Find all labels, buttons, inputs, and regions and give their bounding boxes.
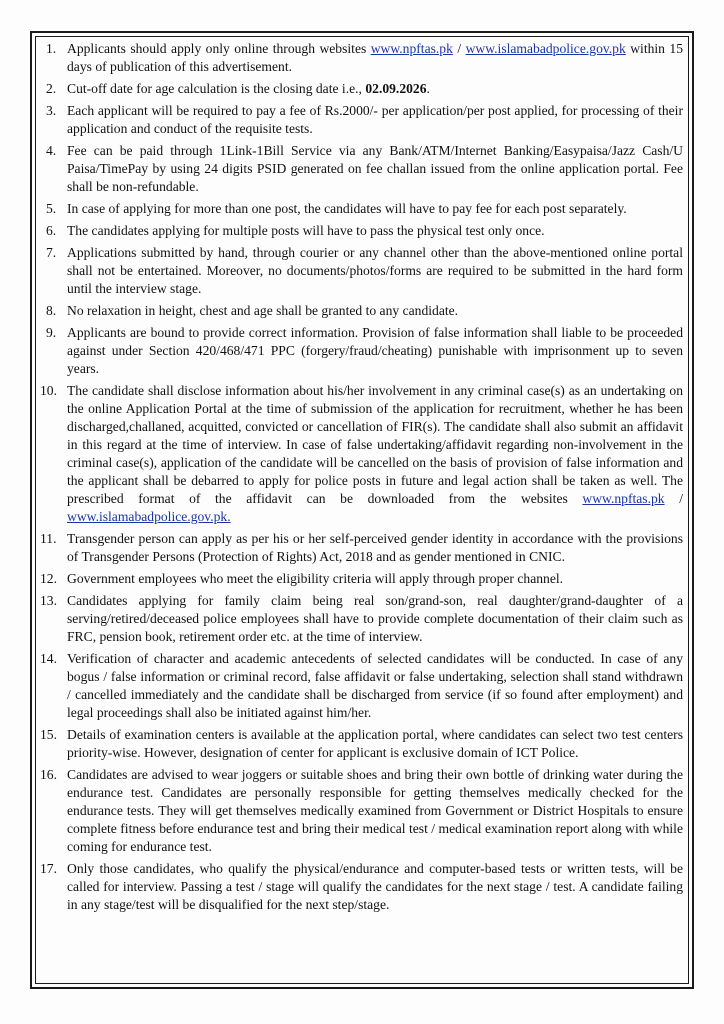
item-text: [67, 245, 683, 296]
item-number: 2.: [46, 81, 57, 96]
website-link[interactable]: www.npftas.pk: [582, 491, 665, 506]
instruction-item-5: [40, 200, 683, 218]
item-text: [67, 201, 627, 216]
text-segment: Only those candidates, who qualify the physical/endurance and computer-based tests or written tests, will be called for interview. Passing a test / stage will qualify the candidates for the next stage / test. A candidate failing in any stage/test will be disqualified for the next step/stage.: [67, 861, 683, 912]
instruction-item-7: [40, 244, 683, 298]
item-text: [67, 325, 683, 376]
item-number: 4.: [46, 143, 57, 158]
item-number: 9.: [46, 325, 57, 340]
text-segment: within 15 days of publication of this advertisement.: [67, 41, 684, 74]
website-link[interactable]: www.islamabadpolice.gov.pk: [465, 41, 626, 56]
item-text: [67, 41, 683, 74]
instruction-item-8: [40, 302, 683, 320]
item-number: 1.: [46, 41, 57, 56]
text-segment: Cut-off date for age calculation is the closing date i.e.,: [67, 81, 366, 96]
item-text: [67, 727, 683, 760]
item-number: 13.: [40, 593, 57, 608]
instruction-item-12: [40, 570, 683, 588]
instruction-item-11: [40, 530, 683, 566]
text-segment: Each applicant will be required to pay a fee of Rs.2000/- per application/per post applied, for processing of their application and conduct of the requisite tests.: [67, 103, 683, 136]
item-text: [67, 383, 683, 524]
text-segment: Government employees who meet the eligibility criteria will apply through proper channel.: [67, 571, 564, 586]
text-segment: Applicants are bound to provide correct information. Provision of false information shall liable to be proceeded against under Section 420/468/471 PPC (forgery/fraud/cheating) punishable with imprisonment up to seven years.: [67, 325, 683, 376]
text-segment: Fee can be paid through 1Link-1Bill Service via any Bank/ATM/Internet Banking/Easypaisa/Jazz Cash/U Paisa/TimePay by using 24 digits PSID generated on fee challan issued from the online application portal. Fee shall be non-refundable.: [67, 143, 683, 194]
instructions-list: [40, 40, 683, 914]
item-number: 15.: [40, 727, 57, 742]
item-number: 11.: [40, 531, 57, 546]
instruction-item-13: [40, 592, 683, 646]
item-text: [67, 767, 683, 854]
item-text: [67, 651, 683, 720]
item-text: [67, 81, 430, 96]
item-text: [67, 223, 545, 238]
item-number: 3.: [46, 103, 57, 118]
instruction-item-10: [40, 382, 683, 526]
text-segment: No relaxation in height, chest and age shall be granted to any candidate.: [67, 303, 459, 318]
instruction-item-9: [40, 324, 683, 378]
item-text: [67, 861, 683, 912]
closing-date: 02.09.2026: [365, 81, 427, 96]
item-text: [67, 531, 683, 564]
item-number: 10.: [40, 383, 57, 398]
instruction-item-3: [40, 102, 683, 138]
item-number: 8.: [46, 303, 57, 318]
text-segment: Candidates applying for family claim being real son/grand-son, real daughter/grand-daughter of a serving/retired/deceased police employees shall have to provide complete documentation of their claim such as FRC, pension book, retirement order etc. at the time of interview.: [67, 593, 683, 644]
instruction-item-1: [40, 40, 683, 76]
text-segment: Applications submitted by hand, through courier or any channel other than the above-mentioned online portal shall not be entertained. Moreover, no documents/photos/forms are required to be submitted in the hard form until the interview stage.: [67, 245, 683, 296]
item-text: [67, 593, 683, 644]
text-segment: Transgender person can apply as per his or her self-perceived gender identity in accordance with the provisions of Transgender Persons (Protection of Rights) Act, 2018 and as gender mentioned in CNIC.: [67, 531, 683, 564]
text-segment: /: [664, 491, 683, 506]
item-number: 6.: [46, 223, 57, 238]
instructions-content: [40, 40, 683, 918]
website-link[interactable]: www.islamabadpolice.gov.pk.: [67, 509, 231, 524]
item-text: [67, 571, 563, 586]
item-text: [67, 143, 683, 194]
text-segment: /: [452, 41, 466, 56]
instruction-item-17: [40, 860, 683, 914]
item-number: 5.: [46, 201, 57, 216]
text-segment: Candidates are advised to wear joggers or suitable shoes and bring their own bottle of drinking water during the endurance test. Candidates are personally responsible for getting themselves medically checked for the endurance tests. They will get themselves medically examined from Government or District Hospitals to ensure complete fitness before endurance test and bring their medical test / medical examination report along with while coming for endurance test.: [67, 767, 683, 854]
text-segment: In case of applying for more than one post, the candidates will have to pay fee for each post separately.: [67, 201, 627, 216]
text-segment: Details of examination centers is available at the application portal, where candidates can select two test centers priority-wise. However, designation of center for applicant is exclusive domain of ICT Police.: [67, 727, 683, 760]
text-segment: Verification of character and academic antecedents of selected candidates will be conducted. In case of any bogus / false information or criminal record, false affidavit or false undertaking, selection shall stand withdrawn / cancelled immediately and the candidate shall be discharged from service (if so found after employment) and legal proceedings shall also be initiated against him/her.: [67, 651, 683, 720]
text-segment: .: [426, 81, 430, 96]
item-number: 12.: [40, 571, 57, 586]
instruction-item-14: [40, 650, 683, 722]
item-text: [67, 103, 683, 136]
instruction-item-4: [40, 142, 683, 196]
item-number: 17.: [40, 861, 57, 876]
item-number: 14.: [40, 651, 57, 666]
item-number: 16.: [40, 767, 57, 782]
instruction-item-16: [40, 766, 683, 856]
instruction-item-2: [40, 80, 683, 98]
website-link[interactable]: www.npftas.pk: [370, 41, 453, 56]
instruction-item-6: [40, 222, 683, 240]
instruction-item-15: [40, 726, 683, 762]
text-segment: The candidate shall disclose information about his/her involvement in any criminal case(s) as an undertaking on the online Application Portal at the time of submission of the application for recruitment, whether he has been discharged,challaned, acquitted, convicted or cancellation of FIR(s). The candidate shall also submit an affidavit in this regard at the time of interview. In case of false undertaking/affidavit regarding non-involvement in the criminal case(s), application of the candidate will be cancelled on the basis of provision of false information and the applicant shall be debarred to apply for police posts in future and legal action shall be taken as well. The prescribed format of the affidavit can be downloaded from the websites: [67, 383, 683, 506]
item-number: 7.: [46, 245, 57, 260]
text-segment: Applicants should apply only online through websites: [67, 41, 371, 56]
item-text: [67, 303, 458, 318]
text-segment: The candidates applying for multiple posts will have to pass the physical test only once.: [67, 223, 545, 238]
